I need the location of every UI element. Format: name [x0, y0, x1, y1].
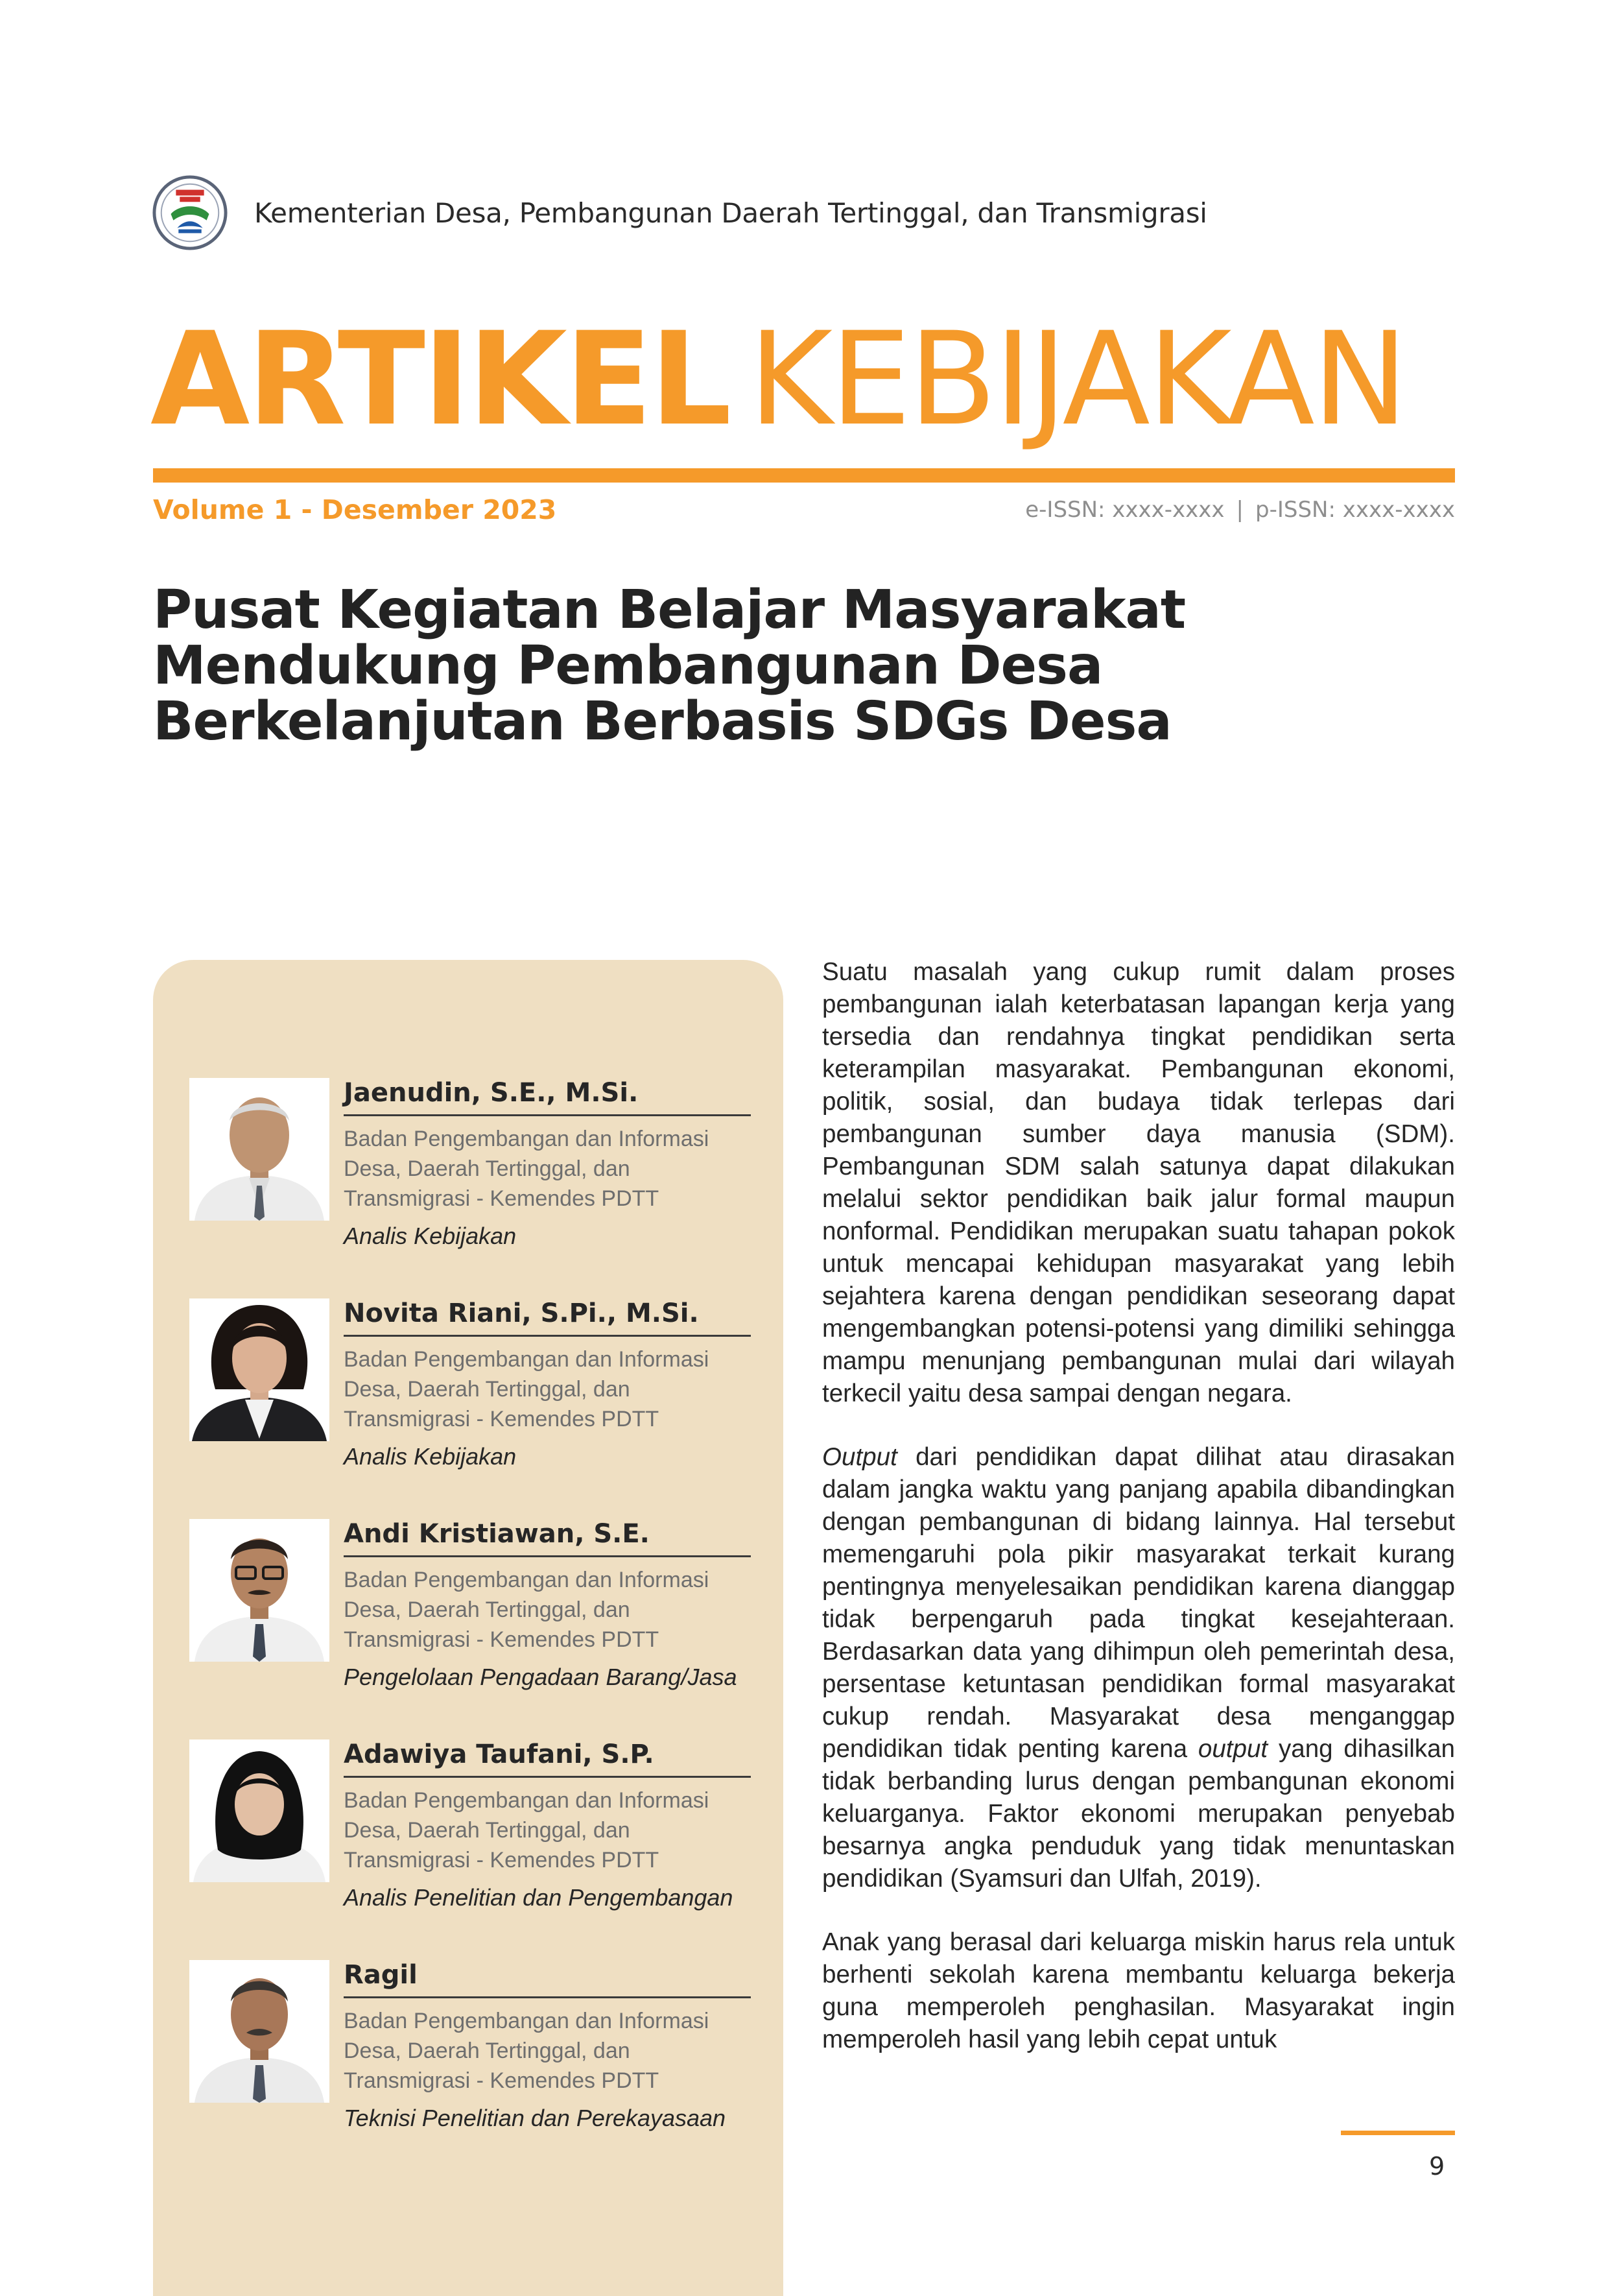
author-card — [153, 1960, 783, 2161]
masthead-artikel: ARTIKEL — [150, 304, 729, 454]
emphasis-output: Output — [822, 1443, 897, 1471]
author-card — [153, 1740, 783, 1941]
body-paragraph: Suatu masalah yang cukup rumit dalam proses pembangunan ialah keterbatasan lapangan kerja yang tersedia dan rendahnya tingkat pendidikan serta keterampilan masyarakat. Pembangunan ekonomi, politik, sosial, dan budaya tidak terlepas dari pembangunan sumber daya manusia (SDM). Pembangunan SDM salah satunya dapat dilakukan melalui sektor pendidikan baik jalur formal maupun nonformal. Pendidikan merupakan suatu tahapan pokok untuk mencapai kehidupan masyarakat yang lebih sejahtera karena dengan pendidikan seseorang dapat mengembangkan potensi-potensi yang dimiliki sehingga mampu menunjang pembangunan mulai dari wilayah terkecil yaitu desa sampai dengan negara. — [822, 958, 1455, 1407]
emphasis-output: output — [1198, 1735, 1268, 1763]
body-paragraph: Anak yang berasal dari keluarga miskin harus rela untuk berhenti sekolah karena membantu keluarga bekerja guna memperoleh penghasilan. Masyarakat ingin memperoleh hasil yang lebih cepat untuk — [822, 1928, 1455, 2053]
author-affiliation: Badan Pengembangan dan Informasi Desa, Daerah Tertinggal, dan Transmigrasi - Kemendes PDTT — [344, 1788, 709, 1872]
title-line: Mendukung Pembangunan Desa — [153, 635, 1103, 697]
author-name: Ragil — [344, 1960, 751, 1998]
footer-rule — [1341, 2131, 1455, 2135]
author-role: Pengelolaan Pengadaan Barang/Jasa — [344, 1664, 737, 1690]
author-affiliation: Badan Pengembangan dan Informasi Desa, Daerah Tertinggal, dan Transmigrasi - Kemendes PDTT — [344, 1568, 709, 1652]
author-role: Analis Penelitian dan Pengembangan — [344, 1884, 733, 1911]
author-role: Teknisi Penelitian dan Perekayasaan — [344, 2105, 726, 2131]
author-role: Analis Kebijakan — [344, 1223, 517, 1249]
title-line: Pusat Kegiatan Belajar Masyarakat — [153, 579, 1186, 641]
author-info — [344, 1519, 751, 1691]
page-number: 9 — [1429, 2152, 1445, 2181]
ministry-name: Kementerian Desa, Pembangunan Daerah Tertinggal, dan Transmigrasi — [254, 197, 1207, 229]
author-info — [344, 1740, 751, 1911]
article-title — [153, 579, 1294, 752]
author-photo — [189, 1519, 329, 1662]
ministry-logo-icon — [152, 174, 228, 251]
body-text-span: dari pendidikan dapat dilihat atau dirasakan dalam jangka waktu yang panjang apabila dibandingkan dengan pembangunan di bidang lainnya. Hal tersebut memengaruhi pola pikir masyarakat terkait kurang pentingnya menyelesaikan pendidikan karena dianggap tidak berpengaruh pada tingkat kesejahteraan. Berdasarkan data yang dihimpun oleh pemerintah desa, persentase ketuntasan pendidikan formal masyarakat cukup rendah. Masyarakat desa menganggap pendidikan tidak penting karena — [822, 1443, 1455, 1763]
p-issn: p-ISSN: xxxx-xxxx — [1255, 497, 1455, 523]
author-info — [344, 1298, 751, 1470]
author-photo — [189, 1298, 329, 1441]
e-issn: e-ISSN: xxxx-xxxx — [1025, 497, 1225, 523]
author-photo — [189, 1078, 329, 1221]
volume-label: Volume 1 - Desember 2023 — [153, 494, 557, 525]
masthead — [150, 304, 1406, 454]
masthead-kebijakan: KEBIJAKAN — [748, 304, 1406, 454]
author-affiliation: Badan Pengembangan dan Informasi Desa, Daerah Tertinggal, dan Transmigrasi - Kemendes PDTT — [344, 2009, 709, 2093]
author-name: Andi Kristiawan, S.E. — [344, 1519, 751, 1557]
body-paragraph — [822, 1441, 1455, 1895]
author-info — [344, 1960, 751, 2132]
author-info — [344, 1078, 751, 1250]
issn-separator: | — [1236, 497, 1244, 523]
author-affiliation: Badan Pengembangan dan Informasi Desa, Daerah Tertinggal, dan Transmigrasi - Kemendes PDTT — [344, 1127, 709, 1211]
author-card — [153, 1298, 783, 1500]
author-photo — [189, 1960, 329, 2103]
title-line: Berkelanjutan Berbasis SDGs Desa — [153, 691, 1172, 752]
page-header — [152, 174, 1207, 252]
author-role: Analis Kebijakan — [344, 1443, 517, 1470]
author-name: Novita Riani, S.Pi., M.Si. — [344, 1298, 751, 1337]
author-name: Adawiya Taufani, S.P. — [344, 1740, 751, 1778]
body-text-span: yang dihasilkan tidak berbanding lurus dengan pembangunan ekonomi keluarganya. Faktor ekonomi merupakan penyebab besarnya angka penduduk yang tidak menuntaskan pendidikan (Syamsuri dan Ulfah, 2019). — [822, 1735, 1455, 1893]
issn-info — [1025, 497, 1455, 523]
author-name: Jaenudin, S.E., M.Si. — [344, 1078, 751, 1116]
article-body — [822, 956, 1455, 2087]
author-card — [153, 1078, 783, 1279]
author-affiliation: Badan Pengembangan dan Informasi Desa, Daerah Tertinggal, dan Transmigrasi - Kemendes PDTT — [344, 1347, 709, 1431]
author-photo — [189, 1740, 329, 1882]
masthead-rule — [153, 468, 1455, 483]
authors-panel — [153, 960, 783, 2296]
author-card — [153, 1519, 783, 1720]
